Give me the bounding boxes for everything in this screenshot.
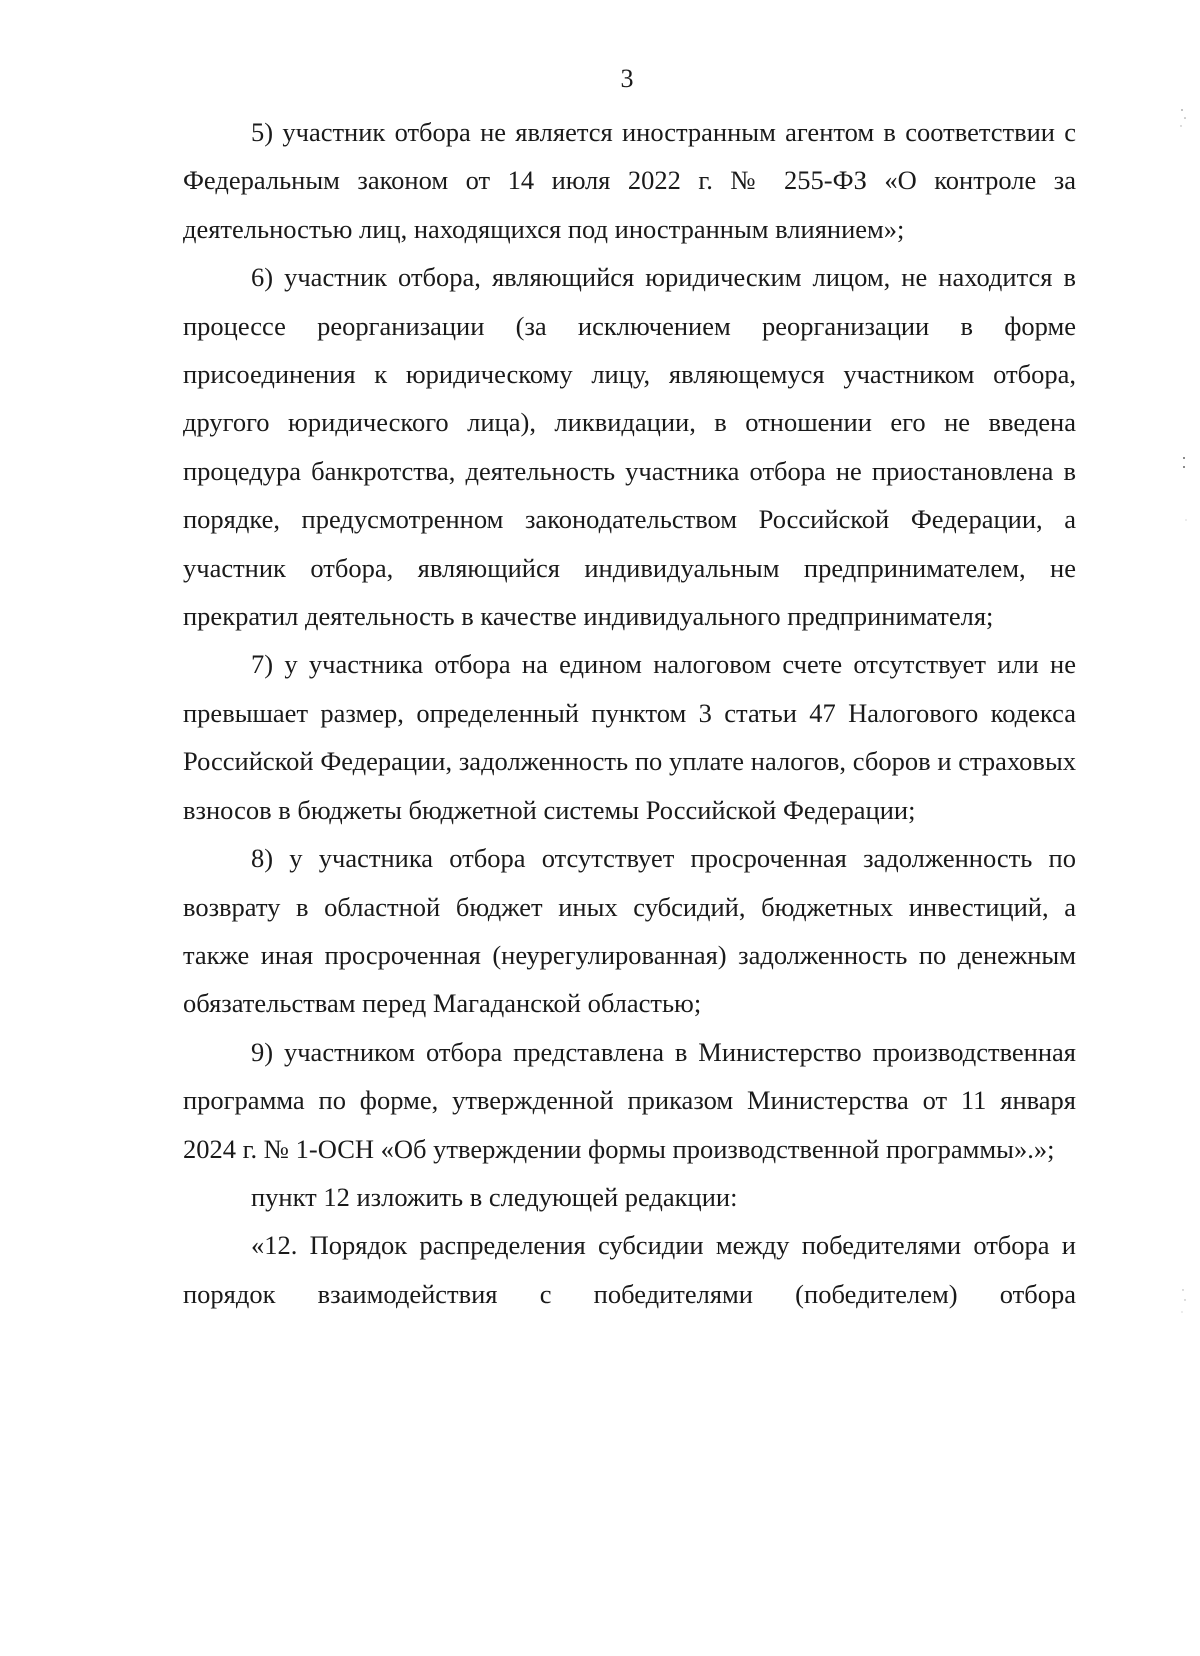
paragraph-item-5: 5) участник отбора не является иностранным агентом в соответствии с Федеральным законом от 14 июля 2022 г. № 255-ФЗ «О контроле за деятельностью лиц, находящихся под иностранным влиянием»; [183,117,1076,244]
scan-edge-specks [1170,0,1200,1656]
paragraph-clause-12: «12. Порядок распределения субсидии между победителями отбора и порядок взаимодействия с победителями (победителем) отбора [183,1230,1076,1309]
paragraph-item-6: 6) участник отбора, являющийся юридическим лицом, не находится в процессе реорганизации (за исключением реорганизации в форме присоединения к юридическому лицу, являющемуся участником отбора, другого юридического лица), ликвидации, в отношении его не введена процедура банкротства, деятельность участника отбора не приостановлена в порядке, предусмотренном законодательством Российской Федерации, а участник отбора, являющийся индивидуальным предпринимателем, не прекратил деятельность в качестве индивидуального предпринимателя; [183,262,1076,632]
paragraph-item-7: 7) у участника отбора на едином налоговом счете отсутствует или не превышает размер, определенный пунктом 3 статьи 47 Налогового кодекса Российской Федерации, задолженность по уплате налогов, сборов и страховых взносов в бюджеты бюджетной системы Российской Федерации; [183,649,1076,825]
paragraph-item-8: 8) у участника отбора отсутствует просроченная задолженность по возврату в областной бюджет иных субсидий, бюджетных инвестиций, а также иная просроченная (неурегулированная) задолженность по денежным обязательствам перед Магаданской областью; [183,843,1076,1019]
page-number: 3 [620,64,634,93]
paragraph-item-9: 9) участником отбора представлена в Министерство производственная программа по форме, утвержденной приказом Министерства от 11 января 2024 г. № 1-ОСН «Об утверждении формы производственной программы».»; [183,1036,1076,1164]
document-body [183,108,1076,1318]
paragraph-instruction: пункт 12 изложить в следующей редакции: [251,1181,738,1212]
